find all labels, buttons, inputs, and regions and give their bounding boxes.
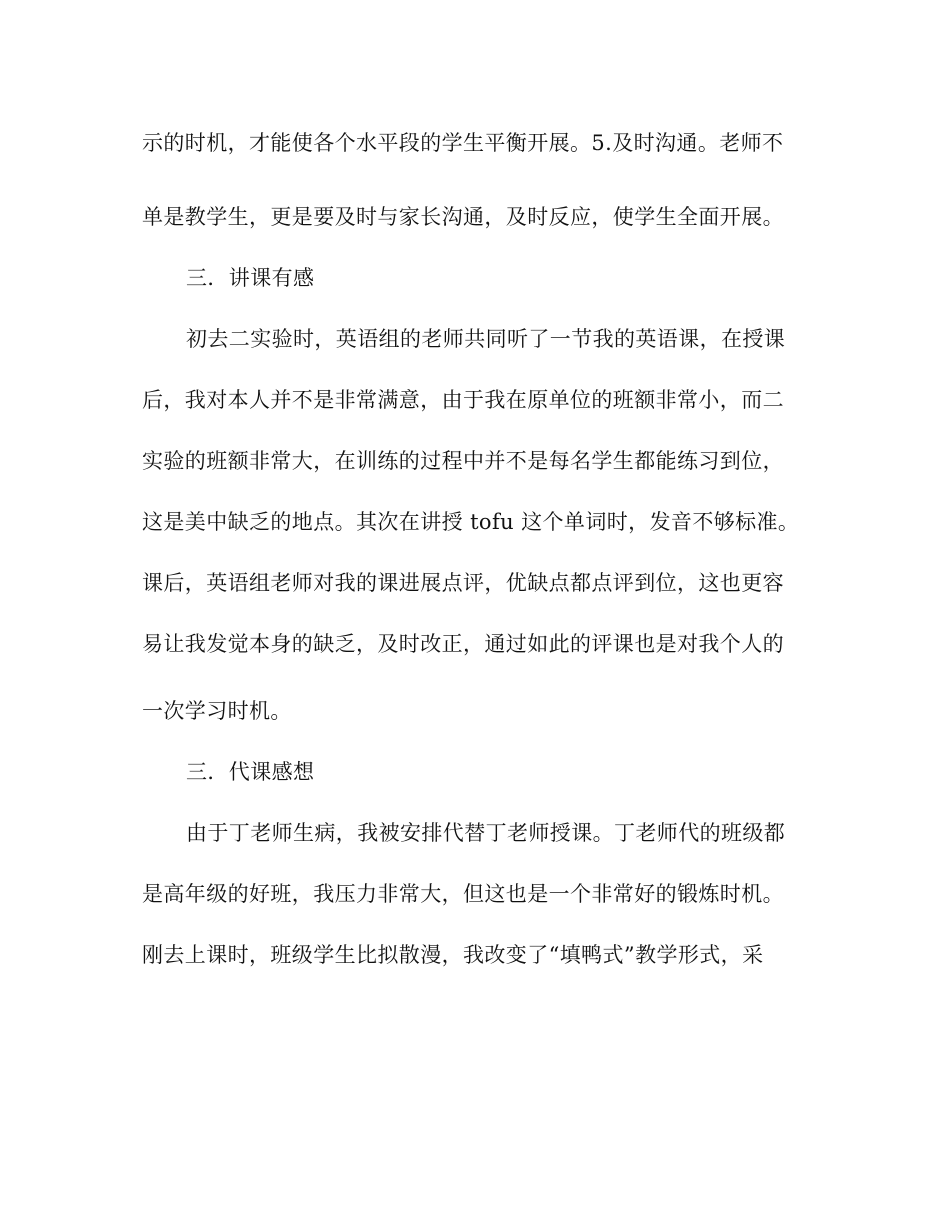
paragraph-line: 是高年级的好班，我压力非常大，但这也是一个非常好的锻炼时机。 [142,882,784,906]
section-heading: 三．讲课有感 [186,266,315,290]
paragraph-line: 课后，英语组老师对我的课进展点评，优缺点都点评到位，这也更容 [142,571,784,595]
paragraph-line: 单是教学生，更是要及时与家长沟通，及时反应，使学生全面开展。 [142,205,784,229]
paragraph-line: 易让我发觉本身的缺乏，及时改正，通过如此的评课也是对我个人的 [142,632,784,656]
paragraph-line: 这是美中缺乏的地点。其次在讲授 tofu 这个单词时，发音不够标准。 [142,510,800,534]
paragraph-line: 实验的班额非常大，在训练的过程中并不是每名学生都能练习到位， [142,449,784,473]
paragraph-line: 一次学习时机。 [142,699,292,723]
paragraph-line: 由于丁老师生病，我被安排代替丁老师授课。丁老师代的班级都 [186,821,786,845]
paragraph-line: 后，我对本人并不是非常满意，由于我在原单位的班额非常小，而二 [142,388,784,412]
paragraph-line: 刚去上课时，班级学生比拟散漫，我改变了“填鸭式”教学形式，采 [142,943,764,967]
section-heading: 三．代课感想 [186,760,315,784]
paragraph-line: 示的时机，才能使各个水平段的学生平衡开展。5.及时沟通。老师不 [142,131,784,155]
paragraph-line: 初去二实验时，英语组的老师共同听了一节我的英语课，在授课 [186,327,786,351]
